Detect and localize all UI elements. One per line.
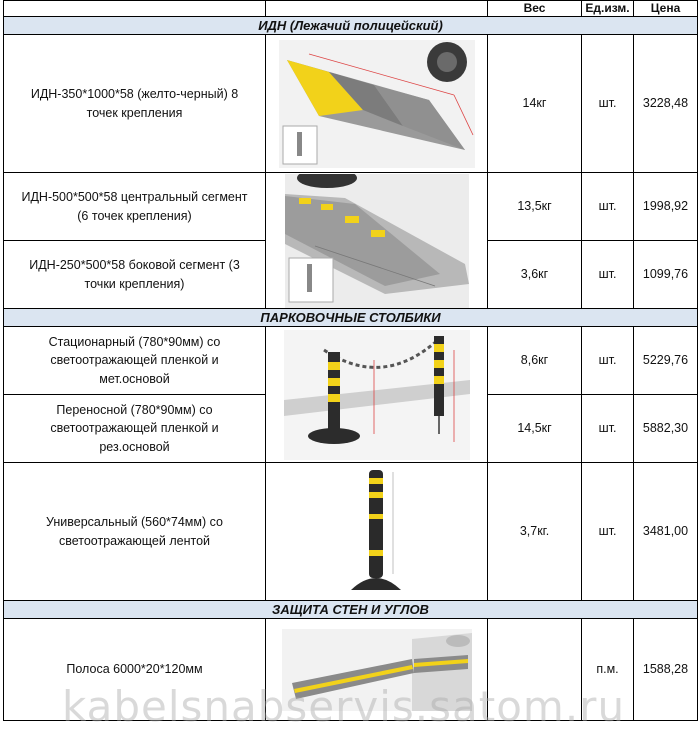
header-row	[4, 1, 698, 17]
product-weight: 3,6кг	[488, 241, 582, 309]
speed-bump-image	[279, 40, 475, 168]
price-table	[3, 0, 698, 721]
section-row-bollards	[4, 309, 698, 327]
product-price: 1588,28	[634, 619, 698, 721]
table-row	[4, 619, 698, 721]
product-name: ИДН-350*1000*58 (желто-черный) 8 точек крепления	[4, 35, 266, 173]
watermark-text: kabelsnabservis.satom.ru	[62, 682, 626, 731]
table-row	[4, 463, 698, 601]
product-weight: 8,6кг	[488, 327, 582, 395]
product-unit: шт.	[582, 173, 634, 241]
product-name: Полоса 6000*20*120мм	[4, 619, 266, 721]
product-weight: 3,7кг.	[488, 463, 582, 601]
product-price: 3228,48	[634, 35, 698, 173]
product-unit: шт.	[582, 35, 634, 173]
table-row	[4, 35, 698, 173]
product-image-cell	[266, 619, 488, 721]
product-unit: шт.	[582, 327, 634, 395]
header-price: Цена	[634, 1, 698, 17]
product-unit: шт.	[582, 395, 634, 463]
product-weight	[488, 619, 582, 721]
product-name: ИДН-500*500*58 центральный сегмент (6 точек крепления)	[4, 173, 266, 241]
product-price: 3481,00	[634, 463, 698, 601]
bump-segment-image	[285, 174, 469, 308]
product-image-cell	[266, 463, 488, 601]
product-unit: шт.	[582, 463, 634, 601]
product-image-cell	[266, 327, 488, 463]
header-image-cell	[266, 1, 488, 17]
product-image-cell	[266, 35, 488, 173]
product-weight: 14,5кг	[488, 395, 582, 463]
product-unit: шт.	[582, 241, 634, 309]
product-price: 1998,92	[634, 173, 698, 241]
header-unit: Ед.изм.	[582, 1, 634, 17]
product-name: Универсальный (560*74мм) со светоотражающей лентой	[4, 463, 266, 601]
product-price: 5229,76	[634, 327, 698, 395]
product-price: 1099,76	[634, 241, 698, 309]
section-title: ЗАЩИТА СТЕН И УГЛОВ	[4, 601, 698, 619]
product-price: 5882,30	[634, 395, 698, 463]
bollards-image	[284, 330, 470, 460]
table-row	[4, 173, 698, 241]
product-unit: п.м.	[582, 619, 634, 721]
header-weight: Вес	[488, 1, 582, 17]
product-weight: 13,5кг	[488, 173, 582, 241]
product-name: Стационарный (780*90мм) со светоотражающей пленкой и мет.основой	[4, 327, 266, 395]
product-image-cell	[266, 173, 488, 309]
product-name: ИДН-250*500*58 боковой сегмент (3 точки крепления)	[4, 241, 266, 309]
section-row-wall-protection	[4, 601, 698, 619]
section-title: ПАРКОВОЧНЫЕ СТОЛБИКИ	[4, 309, 698, 327]
product-name: Переносной (780*90мм) со светоотражающей пленкой и рез.основой	[4, 395, 266, 463]
universal-bollard-image	[337, 466, 417, 598]
section-title: ИДН (Лежачий полицейский)	[4, 17, 698, 35]
product-weight: 14кг	[488, 35, 582, 173]
wall-strip-image	[282, 629, 472, 711]
header-name-cell	[4, 1, 266, 17]
table-row	[4, 327, 698, 395]
section-row-speed-bumps	[4, 17, 698, 35]
